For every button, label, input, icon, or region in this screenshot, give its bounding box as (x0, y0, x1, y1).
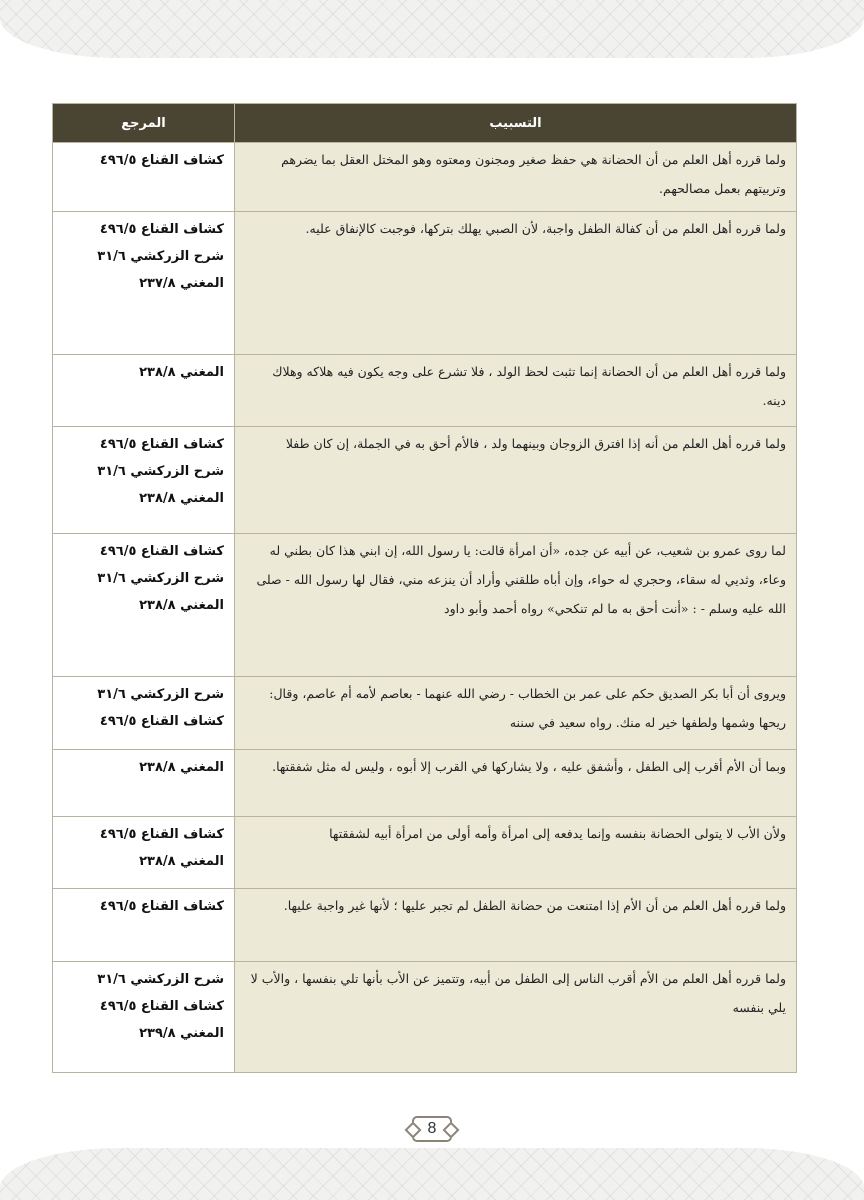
reference-entry: كشاف القناع ٤٩٦/٥ (99, 544, 224, 559)
reason-cell: ولما قرره أهل العلم من أن الأم إذا امتنعت من حضانة الطفل لم تجبر عليها ؛ لأنها غير واجبة عليها. (235, 889, 797, 962)
page-number-frame (412, 1116, 452, 1142)
table-row (53, 355, 797, 427)
reference-entry: شرح الزركشي ٣١/٦ (97, 249, 224, 264)
reference-entry: كشاف القناع ٤٩٦/٥ (99, 714, 224, 729)
table-row (53, 750, 797, 817)
reference-cell (53, 355, 235, 427)
reason-cell: لما روى عمرو بن شعيب، عن أبيه عن جده، «أن امرأة قالت: يا رسول الله، إن ابني هذا كان بطني له وعاء، وثديي له سقاء، وحجري له حواء، وإن أباه طلقني وأراد أن ينزعه مني، فقال لها رسول الله - صلى الله عليه وسلم - : «أنت أحق به ما لم تنكحي» رواه أحمد وأبو داود (235, 534, 797, 677)
reference-entry: شرح الزركشي ٣١/٦ (97, 571, 224, 586)
reference-entry: شرح الزركشي ٣١/٦ (97, 687, 224, 702)
header-reference: المرجع (53, 104, 235, 143)
table-body (53, 143, 797, 1073)
reference-cell (53, 750, 235, 817)
reference-entry: كشاف القناع ٤٩٦/٥ (99, 153, 224, 168)
reference-cell (53, 889, 235, 962)
reference-cell (53, 817, 235, 889)
reference-entry: المغني ٢٣٨/٨ (139, 760, 224, 775)
table-row (53, 427, 797, 534)
page-number: 8 (427, 1120, 437, 1137)
table-row (53, 212, 797, 355)
reference-cell (53, 962, 235, 1073)
reference-cell (53, 427, 235, 534)
reason-cell: ولما قرره أهل العلم من أن الحضانة إنما تثبت لحظ الولد ، فلا تشرع على وجه يكون فيه هلاكه وهلاك دينه. (235, 355, 797, 427)
table-row (53, 817, 797, 889)
reference-entry: المغني ٢٣٨/٨ (139, 854, 224, 869)
reference-entry: كشاف القناع ٤٩٦/٥ (99, 899, 224, 914)
reason-cell: ويروى أن أبا بكر الصديق حكم على عمر بن الخطاب - رضي الله عنهما - بعاصم لأمه أم عاصم، وقال: ريحها وشمها ولطفها خير له منك. رواه سعيد في سننه (235, 677, 797, 750)
reasoning-table (52, 103, 797, 1073)
reference-cell (53, 534, 235, 677)
top-ornament-band (0, 0, 864, 58)
reason-cell: ولما قرره أهل العلم من الأم أقرب الناس إلى الطفل من أبيه، وتتميز عن الأب بأنها تلي بنفسها ، والأب لا يلي بنفسه (235, 962, 797, 1073)
reason-cell: ولما قرره أهل العلم من أن الحضانة هي حفظ صغير ومجنون ومعتوه وهو المختل العقل بما يضرهم وتربيتهم بعمل مصالحهم. (235, 143, 797, 212)
table-header-row (53, 104, 797, 143)
table-row (53, 889, 797, 962)
header-reason: التسبيب (235, 104, 797, 143)
reference-entry: المغني ٢٣٨/٨ (139, 491, 224, 506)
table-row (53, 143, 797, 212)
reason-cell: ولما قرره أهل العلم من أنه إذا افترق الزوجان وبينهما ولد ، فالأم أحق به في الجملة، إن كان طفلا (235, 427, 797, 534)
table-row (53, 534, 797, 677)
reference-entry: المغني ٢٣٨/٨ (139, 365, 224, 380)
table-row (53, 677, 797, 750)
reference-entry: كشاف القناع ٤٩٦/٥ (99, 437, 224, 452)
table-row (53, 962, 797, 1073)
reference-entry: كشاف القناع ٤٩٦/٥ (99, 827, 224, 842)
reason-cell: ولما قرره أهل العلم من أن كفالة الطفل واجبة، لأن الصبي يهلك بتركها، فوجبت كالإنفاق عليه. (235, 212, 797, 355)
reference-cell (53, 143, 235, 212)
reference-entry: كشاف القناع ٤٩٦/٥ (99, 222, 224, 237)
reference-entry: المغني ٢٣٨/٨ (139, 598, 224, 613)
reference-cell (53, 212, 235, 355)
reference-entry: شرح الزركشي ٣١/٦ (97, 972, 224, 987)
bottom-ornament-band (0, 1148, 864, 1200)
reference-entry: المغني ٢٣٩/٨ (139, 1026, 224, 1041)
reference-entry: كشاف القناع ٤٩٦/٥ (99, 999, 224, 1014)
reference-cell (53, 677, 235, 750)
reason-cell: ولأن الأب لا يتولى الحضانة بنفسه وإنما يدفعه إلى امرأة وأمه أولى من امرأة أبيه لشفقتها (235, 817, 797, 889)
reference-entry: شرح الزركشي ٣١/٦ (97, 464, 224, 479)
reference-entry: المغني ٢٣٧/٨ (139, 276, 224, 291)
reason-cell: وبما أن الأم أقرب إلى الطفل ، وأشفق عليه ، ولا يشاركها في القرب إلا أبوه ، وليس له مثل شفقتها. (235, 750, 797, 817)
